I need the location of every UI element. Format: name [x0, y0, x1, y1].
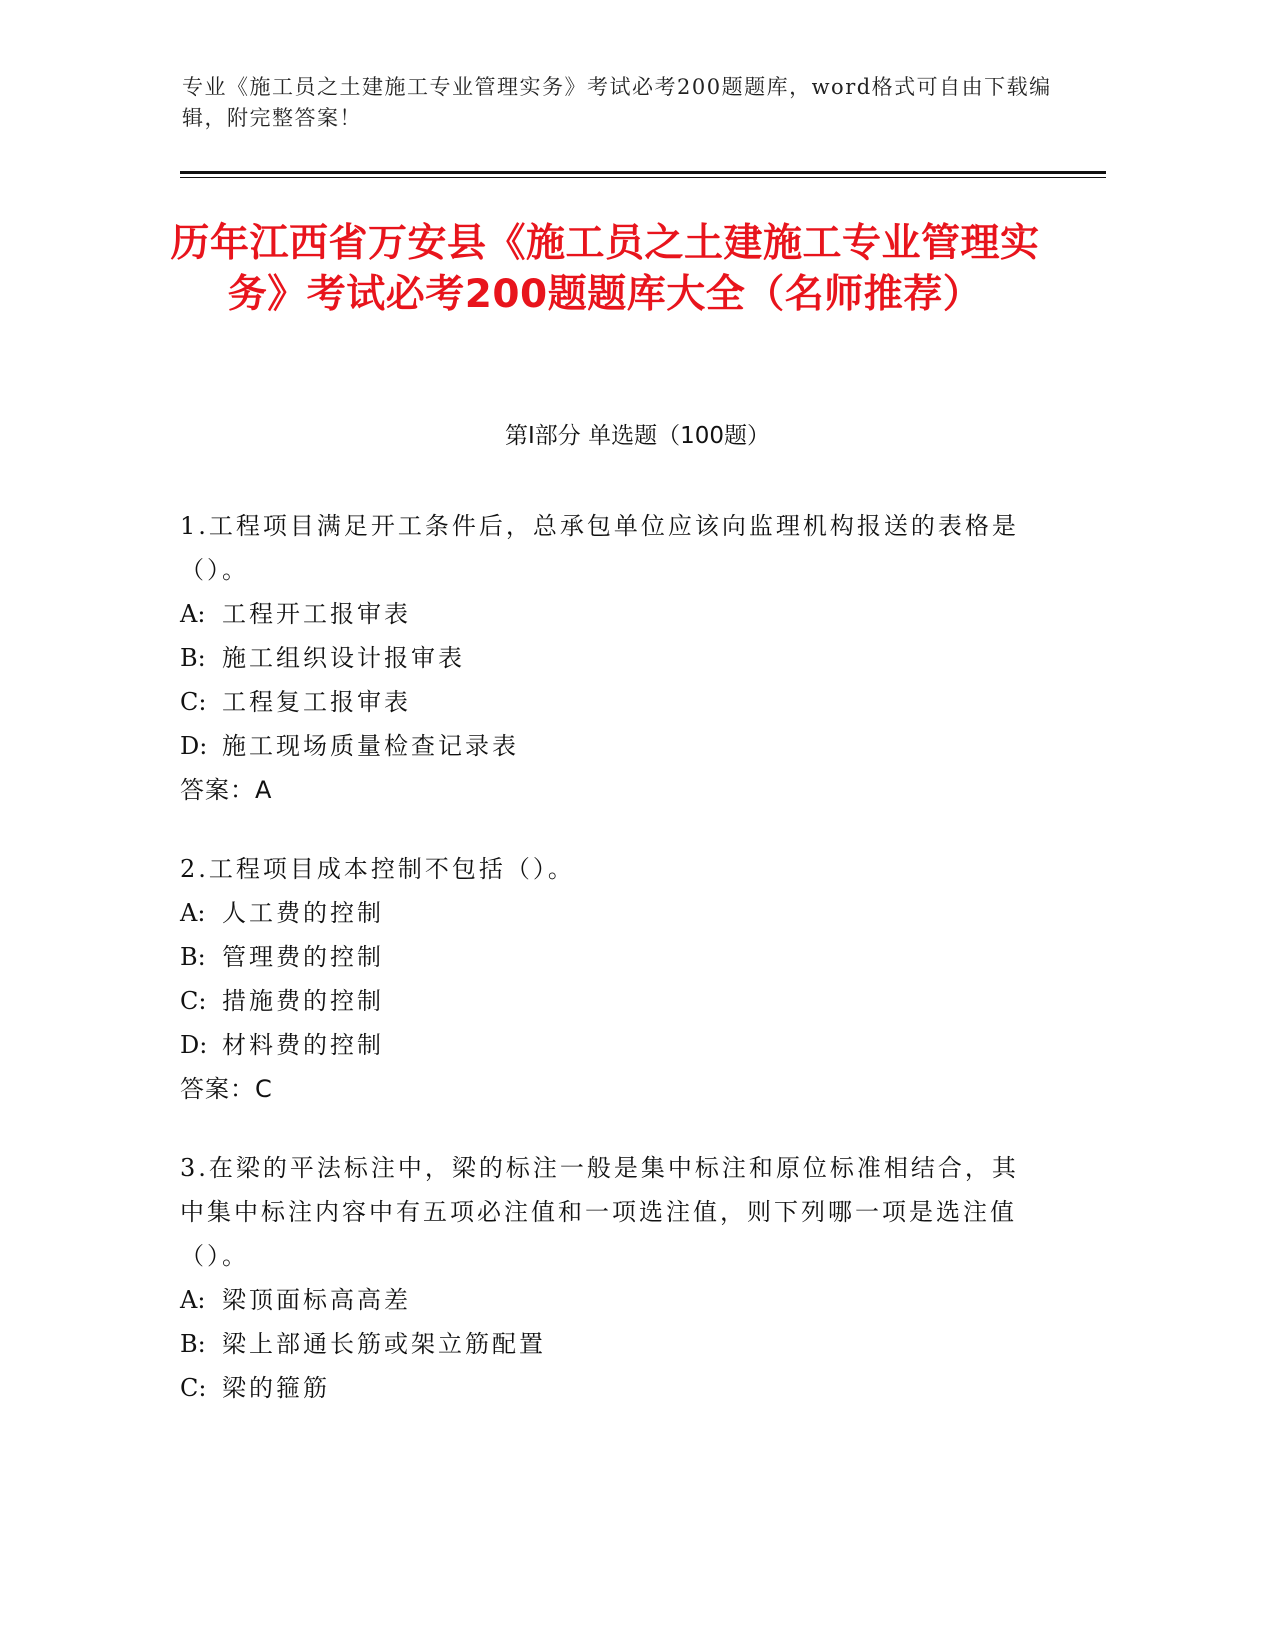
question-2 [180, 847, 1020, 1111]
option-a [180, 592, 1020, 636]
question-1 [180, 504, 1020, 812]
option-text: 梁顶面标高高差 [222, 1286, 411, 1314]
question-stem: 2.工程项目成本控制不包括（）。 [180, 855, 575, 883]
header-note: 专业《施工员之土建施工专业管理实务》考试必考200题题库，word格式可自由下载编辑，附完整答案！ [182, 75, 1052, 130]
option-letter: A: [180, 1286, 206, 1314]
option-letter: C: [180, 1374, 207, 1402]
option-letter: C: [180, 688, 207, 716]
option-text: 工程复工报审表 [222, 688, 411, 716]
option-text: 管理费的控制 [222, 943, 384, 971]
document-title: 历年江西省万安县《施工员之土建施工专业管理实务》考试必考200题题库大全（名师推荐） [170, 221, 1040, 317]
option-letter: B: [180, 1330, 206, 1358]
section-heading: 第I部分 单选题（100题） [505, 423, 770, 449]
header-rule-thin [180, 177, 1106, 178]
option-c [180, 979, 1020, 1023]
answer-line: 答案：C [180, 1075, 273, 1103]
option-letter: C: [180, 987, 207, 1015]
option-b [180, 636, 1020, 680]
question-stem: 3.在梁的平法标注中，梁的标注一般是集中标注和原位标准相结合，其中集中标注内容中有五项必注值和一项选注值，则下列哪一项是选注值（）。 [180, 1154, 1019, 1270]
option-text: 梁上部通长筋或架立筋配置 [222, 1330, 546, 1358]
option-d [180, 1023, 1020, 1067]
option-a [180, 1278, 1020, 1322]
option-text: 材料费的控制 [222, 1031, 384, 1059]
option-letter: A: [180, 600, 206, 628]
question-list [180, 504, 1020, 1445]
option-a [180, 891, 1020, 935]
option-d [180, 724, 1020, 768]
question-3 [180, 1146, 1020, 1410]
option-text: 梁的箍筋 [222, 1374, 330, 1402]
option-b [180, 935, 1020, 979]
option-text: 施工现场质量检查记录表 [222, 732, 519, 760]
option-b [180, 1322, 1020, 1366]
answer-line: 答案：A [180, 776, 273, 804]
option-text: 措施费的控制 [222, 987, 384, 1015]
option-letter: B: [180, 644, 206, 672]
option-letter: B: [180, 943, 206, 971]
option-letter: D: [180, 732, 208, 760]
option-text: 人工费的控制 [222, 899, 384, 927]
option-c [180, 680, 1020, 724]
option-letter: A: [180, 899, 206, 927]
option-text: 工程开工报审表 [222, 600, 411, 628]
option-letter: D: [180, 1031, 208, 1059]
option-c [180, 1366, 1020, 1410]
question-stem: 1.工程项目满足开工条件后，总承包单位应该向监理机构报送的表格是（）。 [180, 512, 1019, 584]
header-rule-thick [180, 171, 1106, 174]
option-text: 施工组织设计报审表 [222, 644, 465, 672]
